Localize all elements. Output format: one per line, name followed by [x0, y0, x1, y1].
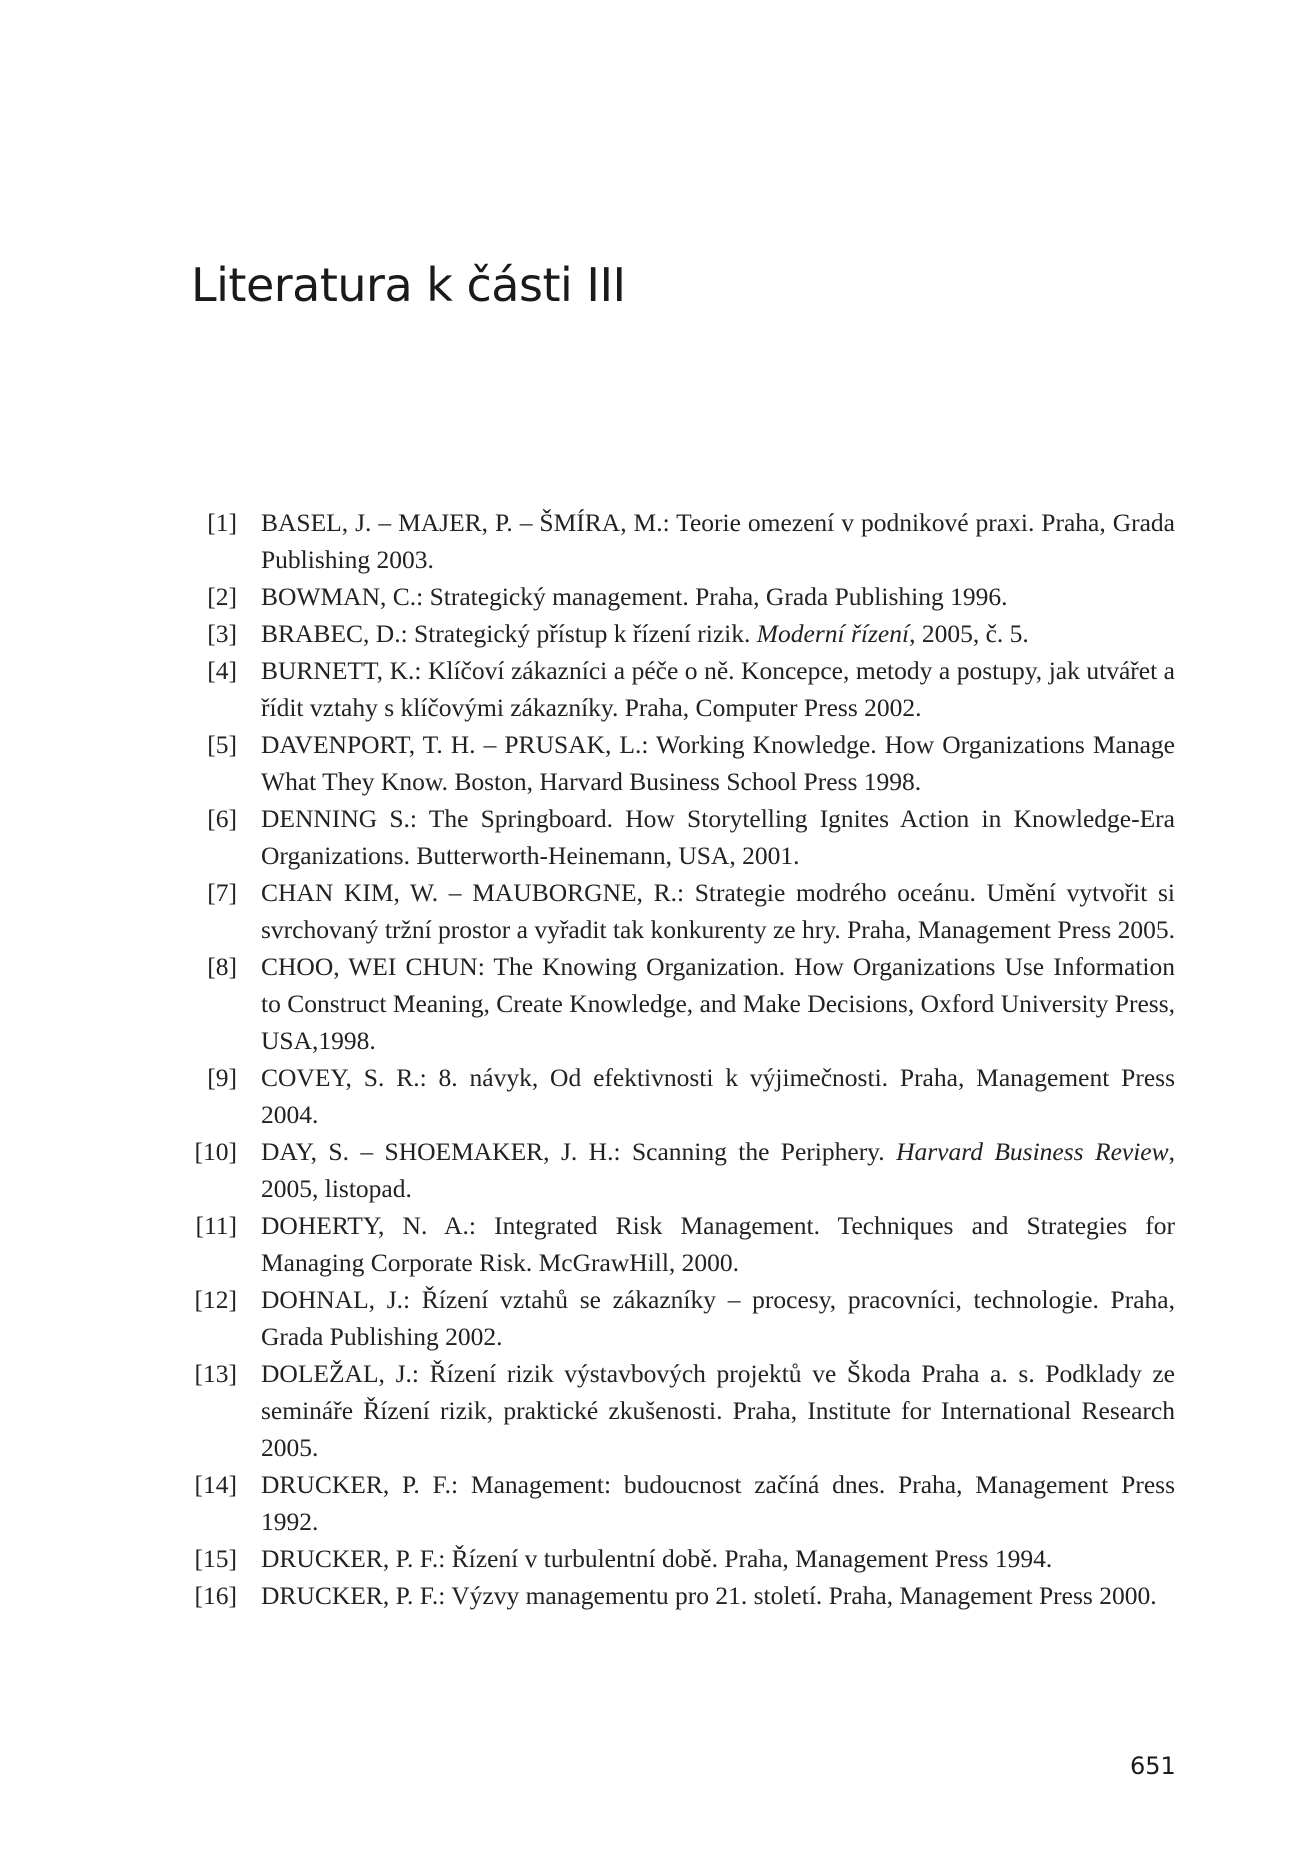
reference-text: [261, 615, 1175, 652]
reference-number: [3]: [207, 619, 237, 648]
reference-number: [15]: [194, 1544, 237, 1573]
reference-item: [189, 1355, 1175, 1466]
reference-number: [13]: [194, 1359, 237, 1388]
reference-source-title: Moderní řízení: [756, 619, 910, 648]
reference-number: [1]: [207, 508, 237, 537]
reference-text-segment: DRUCKER, P. F.: Řízení v turbulentní době. Praha, Management Press 1994.: [261, 1544, 1053, 1573]
reference-item: [189, 615, 1175, 652]
reference-text-segment: DOLEŽAL, J.: Řízení rizik výstavbových projektů ve Škoda Praha a. s. Podklady ze semináře Řízení rizik, praktické zkušenosti. Praha, Institute for International Research 2005.: [261, 1359, 1175, 1462]
reference-item: [189, 1281, 1175, 1355]
reference-number: [4]: [207, 656, 237, 685]
reference-number: [12]: [194, 1285, 237, 1314]
reference-text: [261, 1207, 1175, 1281]
reference-item: [189, 1133, 1175, 1207]
reference-text-segment: DOHNAL, J.: Řízení vztahů se zákazníky – procesy, pracovníci, technologie. Praha, Grada Publishing 2002.: [261, 1285, 1175, 1351]
reference-number: [10]: [194, 1137, 237, 1166]
reference-text-segment: DAY, S. – SHOEMAKER, J. H.: Scanning the Periphery.: [261, 1137, 897, 1166]
reference-text-segment: DRUCKER, P. F.: Management: budoucnost začíná dnes. Praha, Management Press 1992.: [261, 1470, 1175, 1536]
reference-text: [261, 726, 1175, 800]
reference-text: [261, 504, 1175, 578]
reference-number: [11]: [195, 1211, 237, 1240]
reference-item: [189, 874, 1175, 948]
reference-number: [8]: [207, 952, 237, 981]
reference-text-segment: , 2005, listopad.: [261, 1137, 1175, 1203]
reference-text-segment: COVEY, S. R.: 8. návyk, Od efektivnosti k výjimečnosti. Praha, Management Press 2004.: [261, 1063, 1175, 1129]
reference-text: [261, 1466, 1175, 1540]
reference-text-segment: BRABEC, D.: Strategický přístup k řízení rizik.: [261, 619, 757, 648]
reference-item: [189, 726, 1175, 800]
reference-item: [189, 652, 1175, 726]
reference-item: [189, 1577, 1175, 1614]
reference-item: [189, 1540, 1175, 1577]
reference-text-segment: , 2005, č. 5.: [909, 619, 1029, 648]
reference-text: [261, 578, 1175, 615]
page-number: 651: [1130, 1752, 1176, 1780]
reference-text-segment: CHAN KIM, W. – MAUBORGNE, R.: Strategie modrého oceánu. Umění vytvořit si svrchovaný tržní prostor a vyřadit tak konkurenty ze hry. Praha, Management Press 2005.: [261, 878, 1175, 944]
reference-text: [261, 1281, 1175, 1355]
reference-item: [189, 800, 1175, 874]
reference-number: [16]: [194, 1581, 237, 1610]
reference-text: [261, 1540, 1175, 1577]
reference-text: [261, 652, 1175, 726]
reference-list: [189, 504, 1175, 1614]
reference-text: [261, 874, 1175, 948]
reference-item: [189, 1207, 1175, 1281]
page-title: Literatura k části III: [191, 258, 626, 312]
reference-item: [189, 504, 1175, 578]
reference-text-segment: DOHERTY, N. A.: Integrated Risk Management. Techniques and Strategies for Managing Corporate Risk. McGrawHill, 2000.: [261, 1211, 1175, 1277]
reference-text-segment: BOWMAN, C.: Strategický management. Praha, Grada Publishing 1996.: [261, 582, 1008, 611]
reference-number: [14]: [194, 1470, 237, 1499]
reference-item: [189, 1059, 1175, 1133]
reference-item: [189, 578, 1175, 615]
reference-text-segment: BASEL, J. – MAJER, P. – ŠMÍRA, M.: Teorie omezení v podnikové praxi. Praha, Grada Publishing 2003.: [261, 508, 1175, 574]
reference-text-segment: BURNETT, K.: Klíčoví zákazníci a péče o ně. Koncepce, metody a postupy, jak utvářet a řídit vztahy s klíčovými zákazníky. Praha, Computer Press 2002.: [261, 656, 1175, 722]
reference-number: [7]: [207, 878, 237, 907]
reference-number: [6]: [207, 804, 237, 833]
reference-item: [189, 948, 1175, 1059]
reference-text: [261, 1133, 1175, 1207]
reference-source-title: Harvard Business Review: [896, 1137, 1169, 1166]
reference-text-segment: DRUCKER, P. F.: Výzvy managementu pro 21. století. Praha, Management Press 2000.: [261, 1581, 1157, 1610]
reference-text: [261, 948, 1175, 1059]
reference-text: [261, 1355, 1175, 1466]
reference-number: [2]: [207, 582, 237, 611]
reference-text-segment: CHOO, WEI CHUN: The Knowing Organization. How Organizations Use Information to Construct Meaning, Create Knowledge, and Make Decisions, Oxford University Press, USA,1998.: [261, 952, 1175, 1055]
reference-number: [5]: [207, 730, 237, 759]
reference-item: [189, 1466, 1175, 1540]
reference-text-segment: DENNING S.: The Springboard. How Storytelling Ignites Action in Knowledge-Era Organizations. Butterworth-Heinemann, USA, 2001.: [261, 804, 1175, 870]
reference-text-segment: DAVENPORT, T. H. – PRUSAK, L.: Working Knowledge. How Organizations Manage What They Know. Boston, Harvard Business School Press 1998.: [261, 730, 1175, 796]
reference-text: [261, 1577, 1175, 1614]
reference-text: [261, 1059, 1175, 1133]
reference-text: [261, 800, 1175, 874]
reference-number: [9]: [207, 1063, 237, 1092]
